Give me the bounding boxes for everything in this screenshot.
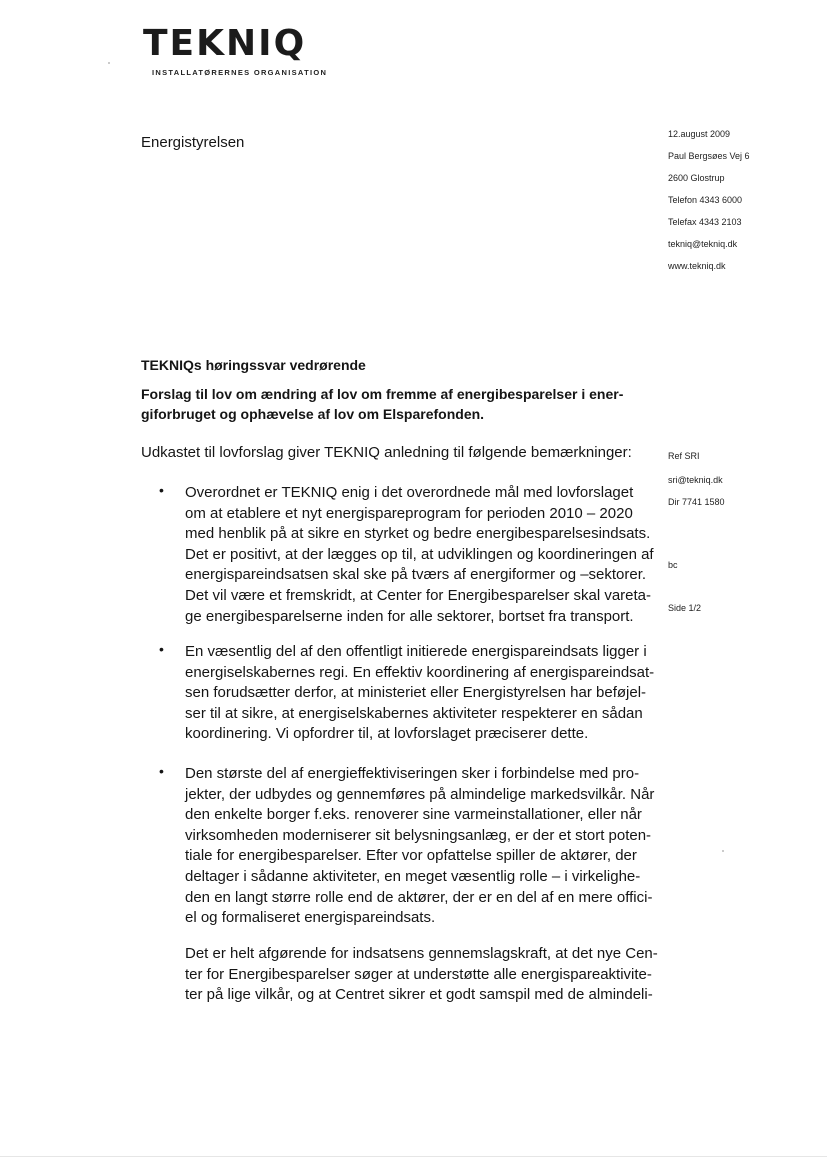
bullet-paragraph-2: [185, 642, 655, 745]
letter-subheading: [141, 384, 661, 424]
bullet-paragraph-3: [185, 764, 655, 929]
paragraph-line: virksomheden moderniserer sit belysningsanlæg, er der et stort poten-: [185, 826, 652, 844]
sender-address: Paul Bergsøes Vej 6: [668, 151, 750, 161]
bullet-marker: •: [159, 482, 164, 498]
intro-paragraph: Udkastet til lovforslag giver TEKNIQ anledning til følgende bemærkninger:: [141, 444, 632, 461]
bullet-paragraph-1: [185, 483, 655, 627]
paragraph-line: den en langt større rolle end de aktører, der er en del af en mere offici-: [185, 888, 653, 906]
paragraph-line: energispareindsatsen skal ske på tværs af energiformer og –sektorer.: [185, 566, 647, 584]
sender-website: www.tekniq.dk: [668, 261, 726, 271]
scan-speck: [108, 62, 110, 64]
paragraph-line: med henblik på at sikre en styrket og bedre energibesparelsesindsats.: [185, 525, 651, 543]
sender-email: tekniq@tekniq.dk: [668, 239, 738, 249]
scan-speck: [722, 850, 724, 852]
paragraph-line: jekter, der udbydes og gennemføres på almindelige markedsvilkår. Når: [185, 785, 655, 803]
paragraph-line: Overordnet er TEKNIQ enig i det overordnede mål med lovforslaget: [185, 484, 634, 501]
paragraph-line: tiale for energibesparelser. Efter vor opfattelse spiller de aktører, der: [185, 847, 637, 865]
ref-cc: bc: [668, 560, 678, 570]
bullet-marker: •: [159, 763, 164, 779]
paragraph-line: Det er positivt, at der lægges op til, at udviklingen og koordineringen af: [185, 545, 654, 563]
logo-tagline: INSTALLATØRERNES ORGANISATION: [152, 68, 328, 77]
paragraph-line: ge energibesparelserne inden for alle sektorer, bortset fra transport.: [185, 607, 634, 625]
bullet-marker: •: [159, 641, 164, 657]
page-edge-divider: [0, 1156, 827, 1157]
paragraph-line: den enkelte borger f.eks. renoverer sine varmeinstallationer, eller når: [185, 806, 642, 824]
paragraph-line: energiselskabernes regi. En effektiv koordinering af energispareindsat-: [185, 663, 655, 681]
sender-city: 2600 Glostrup: [668, 173, 725, 183]
paragraph-line: el og formaliseret energispareindsats.: [185, 909, 436, 927]
sender-phone: Telefon 4343 6000: [668, 195, 743, 205]
subheading-line: Forslag til lov om ændring af lov om fremme af energibesparelser i ener-: [141, 386, 624, 402]
page-number: Side 1/2: [668, 603, 702, 613]
paragraph-line: ter for Energibesparelser søger at understøtte alle energispareaktivite-: [185, 965, 652, 983]
letter-date: 12.august 2009: [668, 129, 731, 139]
sender-fax: Telefax 4343 2103: [668, 217, 742, 227]
paragraph-line: om at etablere et nyt energispareprogram for perioden 2010 – 2020: [185, 504, 633, 522]
paragraph-line: ser til at sikre, at energiselskabernes aktiviteter respekterer en sådan: [185, 704, 643, 722]
paragraph-line: sen forudsætter derfor, at ministeriet eller Energistyrelsen har beføjel-: [185, 684, 647, 702]
ref-direct-phone: Dir 7741 1580: [668, 497, 725, 507]
ref-initials: Ref SRI: [668, 451, 700, 461]
paragraph-line: En væsentlig del af den offentligt initierede energispareindsats ligger i: [185, 643, 647, 660]
paragraph-line: koordinering. Vi opfordrer til, at lovforslaget præciserer dette.: [185, 725, 589, 743]
letter-heading: TEKNIQs høringssvar vedrørende: [141, 357, 366, 373]
subheading-line: giforbruget og ophævelse af lov om Elsparefonden.: [141, 406, 485, 422]
tekniq-logo: TEKNIQ: [143, 23, 307, 64]
paragraph-line: Den største del af energieffektiviseringen sker i forbindelse med pro-: [185, 765, 640, 782]
paragraph-line: deltager i sådanne aktiviteter, en meget væsentlig rolle – i virkelighe-: [185, 867, 641, 885]
paragraph-line: ter på lige vilkår, og at Centret sikrer et godt samspil med de almindeli-: [185, 986, 653, 1004]
ref-email: sri@tekniq.dk: [668, 475, 723, 485]
paragraph-line: Det er helt afgørende for indsatsens gennemslagskraft, at det nye Cen-: [185, 945, 658, 962]
recipient: Energistyrelsen: [141, 134, 245, 151]
paragraph-line: Det vil være et fremskridt, at Center for Energibesparelser skal vareta-: [185, 586, 652, 604]
continuation-paragraph: [185, 944, 658, 1006]
